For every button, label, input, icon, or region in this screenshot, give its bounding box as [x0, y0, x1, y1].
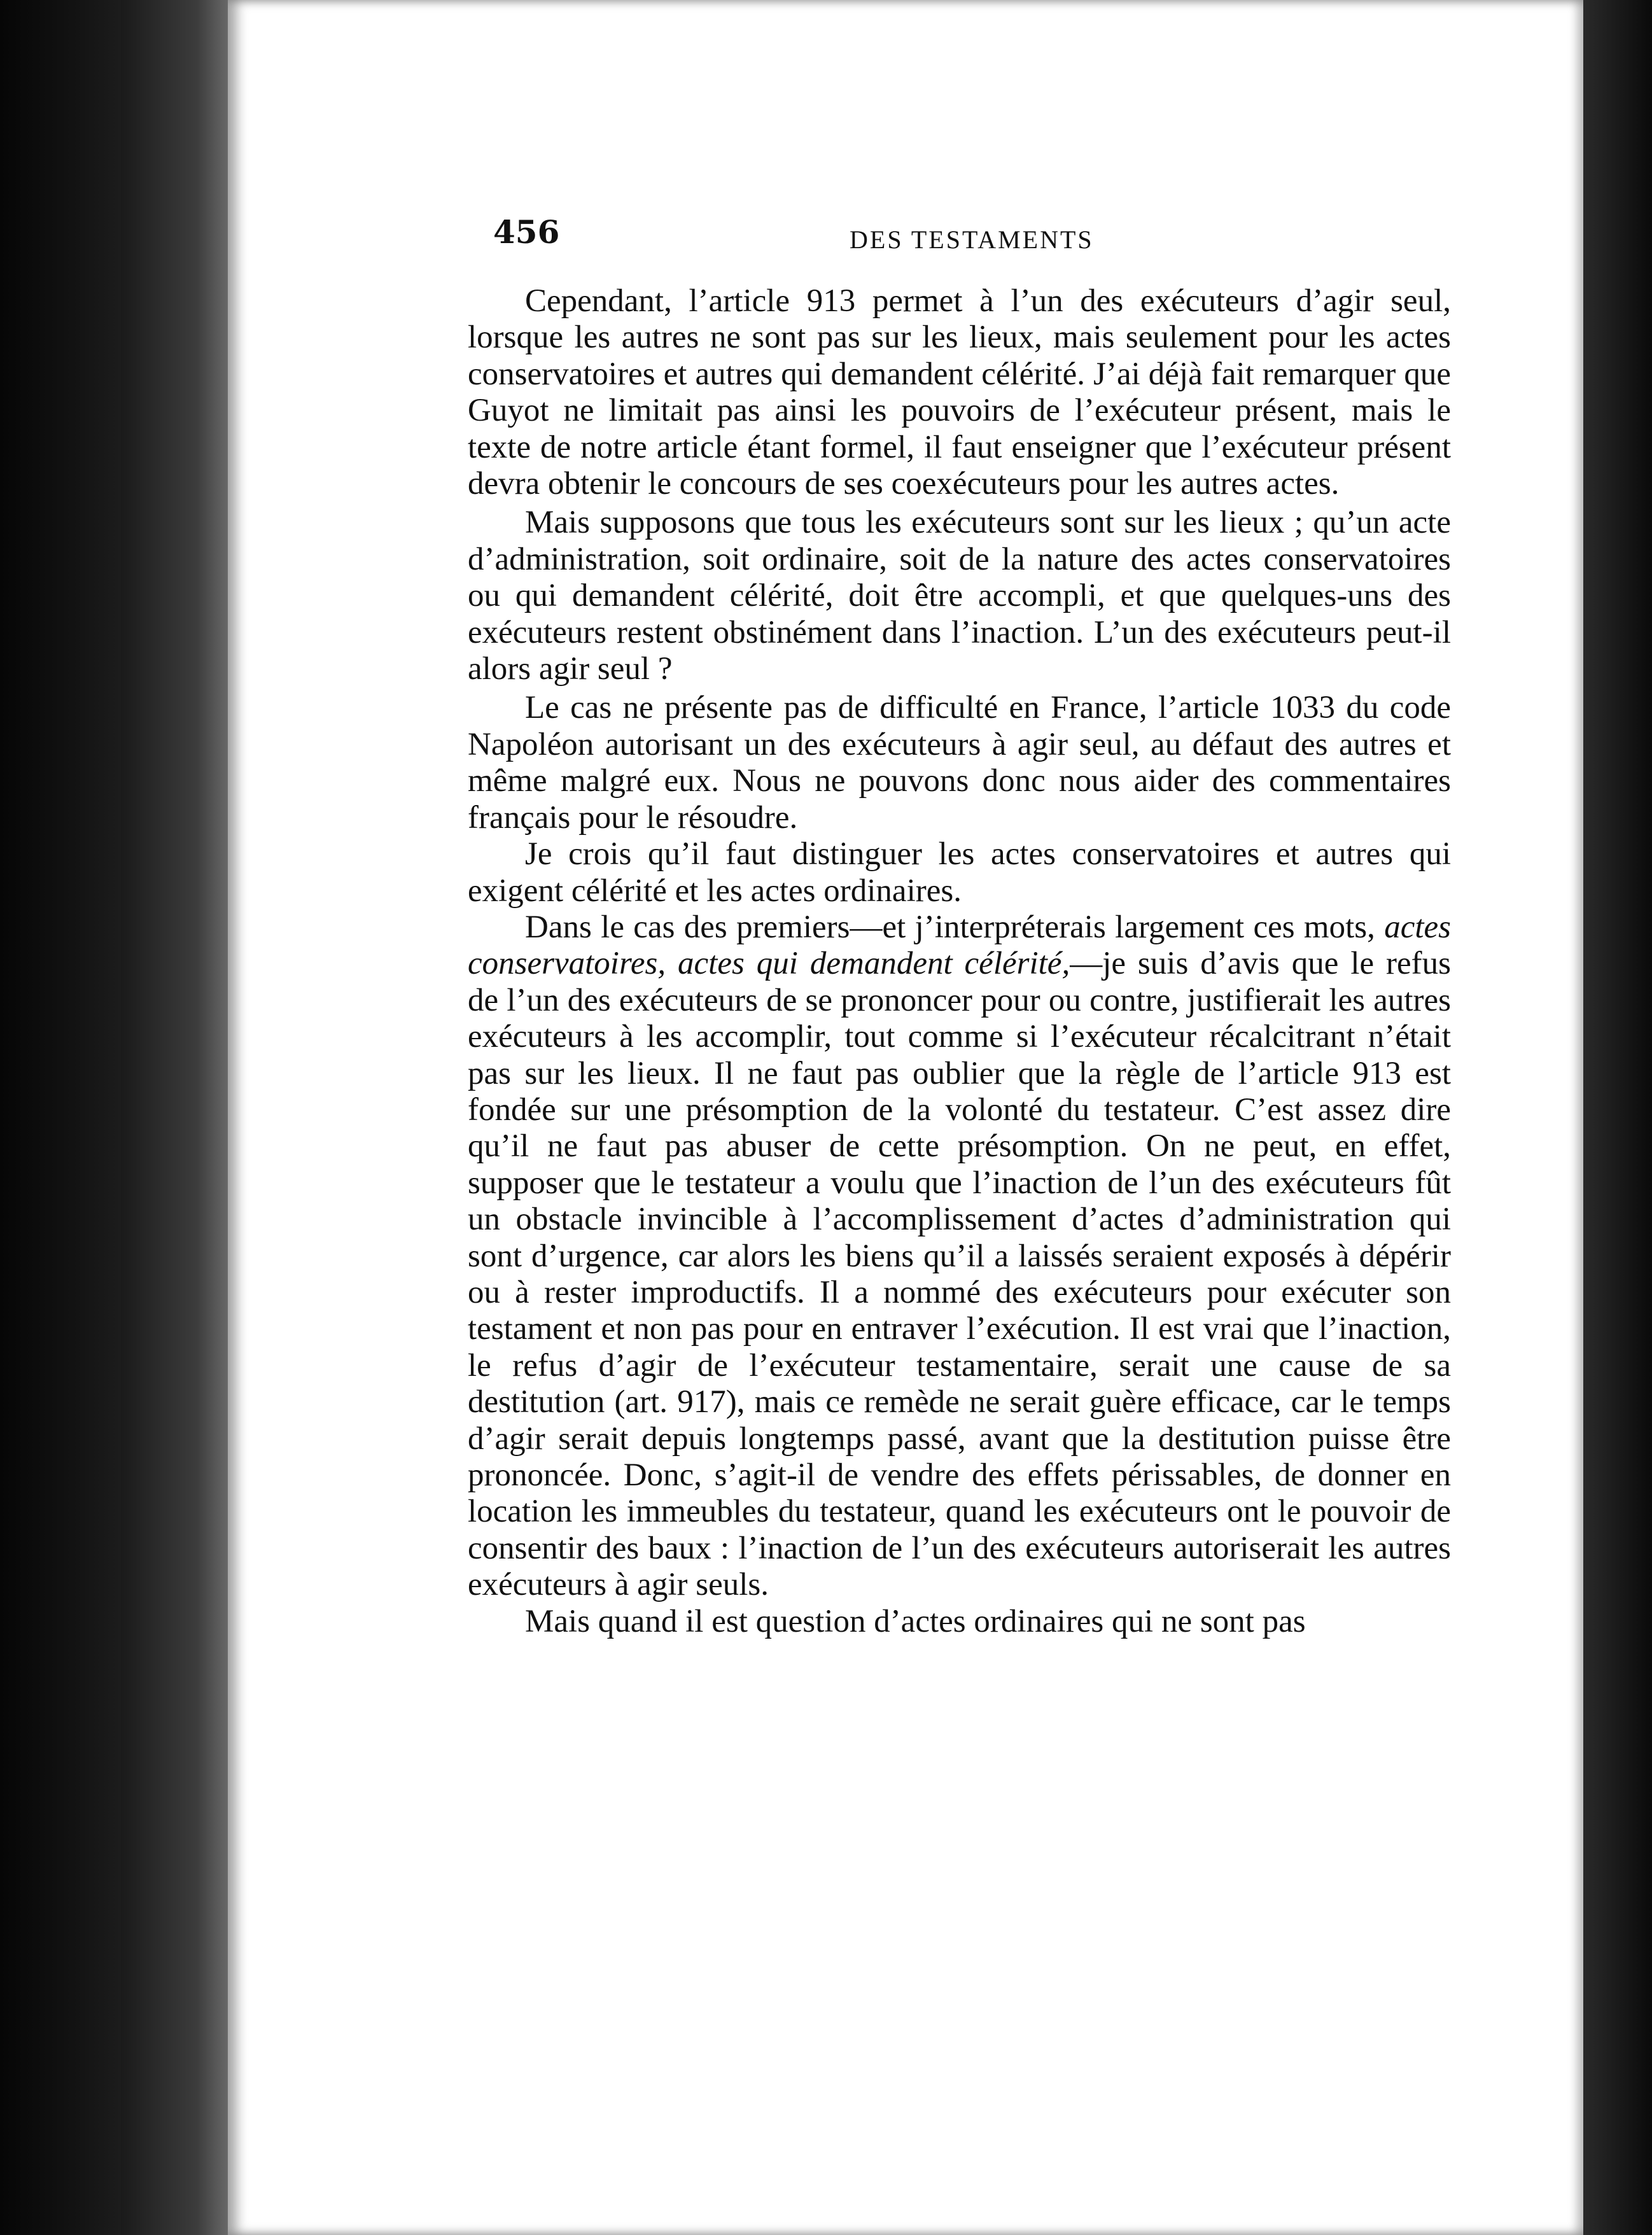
scan-right-margin [1583, 0, 1652, 2235]
book-page-edge [121, 0, 229, 2235]
page-header [493, 213, 1422, 258]
body-text [468, 283, 1451, 1640]
italic-phrase: actes conservatoires, actes qui demandent célérité, [468, 909, 1451, 982]
running-title: DES TESTAMENTS [850, 225, 1094, 254]
paragraph [468, 909, 1451, 1604]
page-number: 456 [493, 213, 560, 251]
paragraph-text: —je suis d’avis que le refus de l’un des exécuteurs de se prononcer pour ou contre, justifierait les autres exécuteurs à les accomplir, tout comme si l’exécuteur récalcitrant n’était pas sur les lieux. Il ne faut pas oublier que la règle de l’article 913 est fondée sur une présomption de la volonté du testateur. C’est assez dire qu’il ne faut pas abuser de cette présomption. On ne peut, en effet, supposer que le testateur a voulu que l’inaction de l’un des exécuteurs fût un obstacle invincible à l’accomplissement d’actes d’administration qui sont d’urgence, car alors les biens qu’il a laissés seraient exposés à dépérir ou à rester improductifs. Il a nommé des exécuteurs pour exécuter son testament et non pas pour en entraver l’exécution. Il est vrai que l’inaction, le refus d’agir de l’exécuteur testamentaire, serait une cause de sa destitution (art. 917), mais ce remède ne serait guère efficace, car le temps d’agir serait depuis longtemps passé, avant que la destitution puisse être prononcée. Donc, s’agit-il de vendre des effets périssables, de donner en location les immeubles du testateur, quand les exécuteurs ont le pouvoir de consentir des baux : l’inaction de l’un des exécuteurs autoriserait les autres exécuteurs à agir seuls. [468, 946, 1452, 1603]
scan-left-margin [0, 0, 121, 2235]
paragraph: Le cas ne présente pas de difficulté en France, l’article 1033 du code Napoléon autorisant un des exécuteurs à agir seul, au défaut des autres et même malgré eux. Nous ne pouvons donc nous aider des commentaires français pour le résoudre. [468, 690, 1451, 836]
paragraph: Mais quand il est question d’actes ordinaires qui ne sont pas [525, 1603, 1306, 1639]
paragraph: Mais supposons que tous les exécuteurs sont sur les lieux ; qu’un acte d’administration, soit ordinaire, soit de la nature des actes conservatoires ou qui demandent célérité, doit être accompli, et que quelques-uns des exécuteurs restent obstinément dans l’inaction. L’un des exécuteurs peut-il alors agir seul ? [468, 505, 1451, 687]
paragraph-text: Dans le cas des premiers—et j’interpréterais largement ces mots, [525, 909, 1375, 945]
paragraph: Cependant, l’article 913 permet à l’un des exécuteurs d’agir seul, lorsque les autres ne sont pas sur les lieux, mais seulement pour les actes conservatoires et autres qui demandent célérité. J’ai déjà fait remarquer que Guyot ne limitait pas ainsi les pouvoirs de l’exécuteur présent, mais le texte de notre article étant formel, il faut enseigner que l’exécuteur présent devra obtenir le concours de ses coexécuteurs pour les autres actes. [468, 283, 1451, 502]
paragraph: Je crois qu’il faut distinguer les actes conservatoires et autres qui exigent célérité et les actes ordinaires. [468, 836, 1451, 909]
